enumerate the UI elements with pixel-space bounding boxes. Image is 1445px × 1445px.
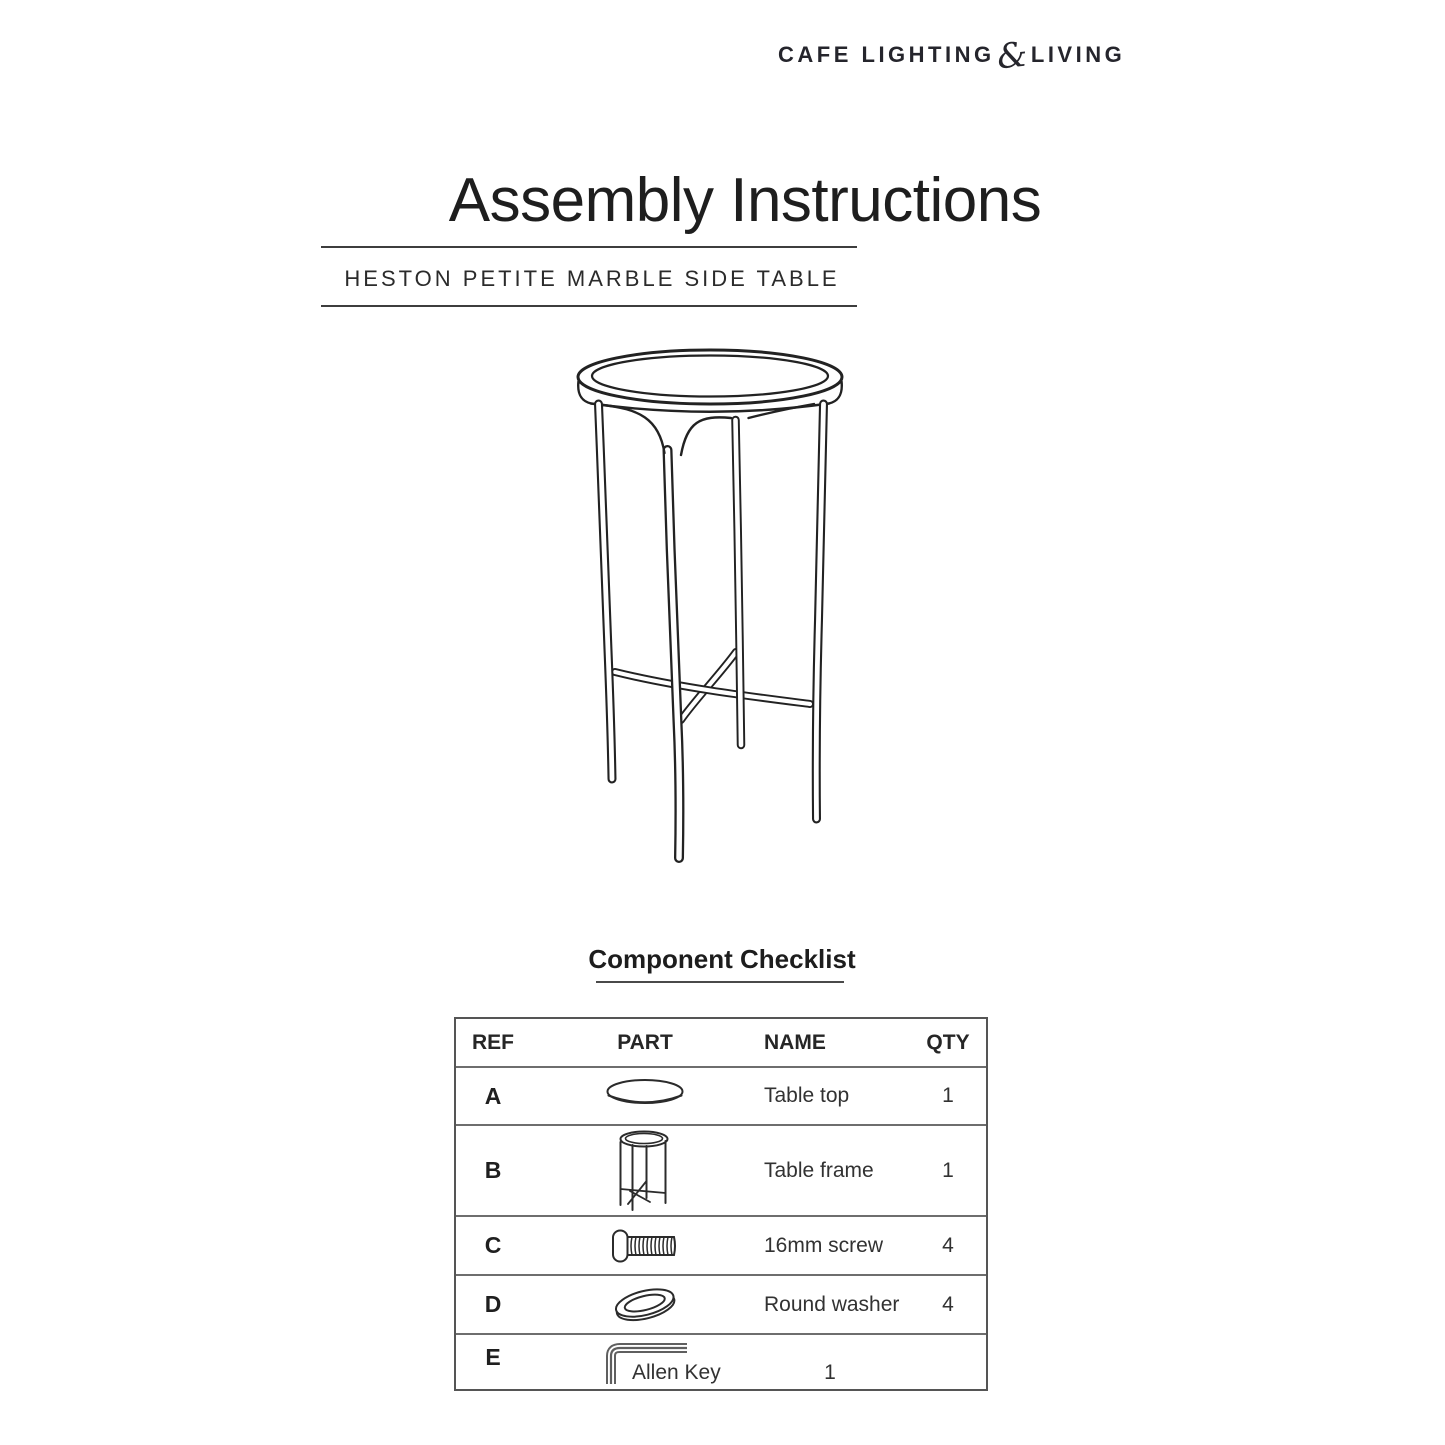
part-qty: 1	[942, 1158, 954, 1182]
ref-label: A	[484, 1082, 502, 1109]
part-cell	[530, 1126, 760, 1215]
part-qty: 4	[942, 1233, 954, 1257]
table-frame-icon	[616, 1129, 674, 1213]
column-header-ref: REF	[472, 1030, 514, 1054]
screw-icon	[610, 1228, 680, 1264]
legs	[599, 404, 824, 858]
table-row-b	[456, 1124, 986, 1215]
table-row-d	[456, 1274, 986, 1333]
page-title: Assembly Instructions	[448, 166, 1042, 235]
part-qty: 4	[942, 1292, 954, 1316]
table-row-c	[456, 1215, 986, 1274]
component-table	[454, 1017, 988, 1391]
table-header-row	[456, 1019, 986, 1066]
washer-icon	[606, 1282, 684, 1328]
part-name: Round washer	[764, 1292, 900, 1316]
title-underline	[321, 246, 857, 248]
checklist-heading: Component Checklist	[588, 944, 856, 974]
part-name: Table frame	[764, 1158, 874, 1182]
column-header-name: NAME	[764, 1030, 826, 1054]
table-row-e	[456, 1333, 986, 1389]
checklist-heading-underline	[596, 981, 844, 983]
part-qty: 1	[942, 1084, 954, 1107]
part-name: Allen Key	[632, 1361, 721, 1384]
part-name: Table top	[764, 1084, 850, 1107]
part-qty: 1	[824, 1361, 836, 1384]
part-cell	[530, 1217, 760, 1274]
table-illustration	[560, 340, 860, 880]
column-header-part: PART	[617, 1030, 673, 1054]
subtitle-underline	[321, 305, 857, 307]
brand-ampersand-glyph: &	[994, 34, 1029, 78]
stretcher-bars	[615, 652, 810, 720]
part-cell	[530, 1068, 760, 1124]
brand-text-left: CAFE LIGHTING	[778, 42, 995, 67]
part-name: 16mm screw	[764, 1233, 884, 1257]
ref-label: C	[484, 1232, 502, 1258]
table-row-a	[456, 1066, 986, 1124]
ref-label: B	[484, 1157, 502, 1183]
table-top-icon	[604, 1078, 686, 1114]
ref-label: E	[485, 1344, 501, 1370]
brand-logo	[778, 34, 1126, 78]
column-header-qty: QTY	[926, 1030, 970, 1054]
part-cell	[530, 1276, 760, 1333]
product-subtitle: HESTON PETITE MARBLE SIDE TABLE	[344, 266, 840, 291]
brand-text-right: LIVING	[1030, 42, 1126, 67]
ref-label: D	[484, 1291, 502, 1317]
